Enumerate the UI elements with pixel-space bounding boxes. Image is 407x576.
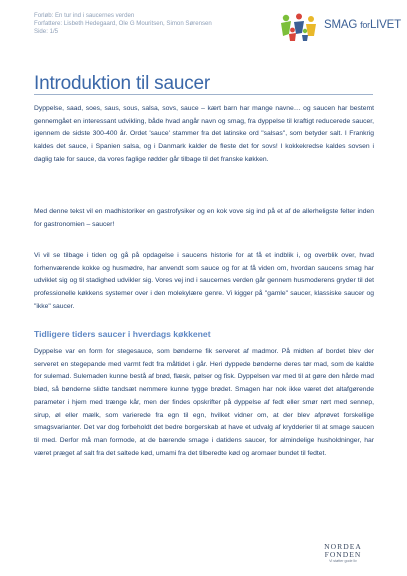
nordea-fonden-logo bbox=[313, 543, 373, 564]
document-meta bbox=[34, 12, 212, 37]
logo-word-smag: SMAG bbox=[324, 19, 358, 31]
smag-for-livet-logo bbox=[277, 12, 401, 42]
overview-paragraph: Vi vil se tilbage i tiden og gå på opdagelse i saucens historie for at få et indblik i, og overblik over, hvad forhenværende kokke og husmødre, har anvendt som sauce og for at få viden om, hvordan saucens smag har udviklet sig og til stadighed udvikler sig. Vores vej ind i saucernes verden går gennem husmoderens gryder til det professionelle køkkens systemer over i den molekylære genre. Vi kigger på "gamle" saucer, klassiske saucer og "ikke" saucer. bbox=[34, 252, 374, 310]
history-paragraph: Dyppelse var en form for stegesauce, som bønderne fik serveret af madmor. På midten af bordet blev der serveret en stegepande med varmt fedt fra måltidet i går. Heri dyppede bønderne deres tør mad, som de kaldte for sulemad. Sulemaden kunne bestå af brød, flæsk, pølser og fisk. Dyppelsen var med til at gøre den hårde mad blød, så bønderne slidte tandsæt nemmere kunne tygge brødet. Smagen har nok ikke været det altafgørende parameter i hjem med trænge kår, men der findes opskrifter på dyppelse af fedt eller smør rørt med sennep, sirup, øl eller mælk, som varierede fra egn til egn, hvilket vidner om, at der blev afprøvet forskellige smagsvarianter. Det var dog forbeholdt det bedre borgerskab at have et udvalg af krydderier til at smage saucen til med. Derfor må man formode, at de bærende smage i datidens saucer, for almindelige husholdninger, har været præget af salt fra det saltede kød, umami fra det tilberedte kød og aromaer bundet til fedtet. bbox=[34, 348, 374, 457]
intro-paragraph: Dyppelse, saad, soes, saus, sous, salsa, sovs, sauce – kært barn har mange navne… og saucen har bestemt gennemgået en interessant udvikling, både hvad angår navn og smag, fra dyppelse til kraftigt reducerede saucer, igennem de sidste 300-400 år. Ordet 'sauce' stammer fra det latinske ord "salsas", som betyder salt. I Frankrig kaldes det sauce, i Spanien salsa, og i Danmark kalder de fleste det for sovs! I kokkekredse kaldes sovsen i daglig tale for sauce, da vores faglige rødder går tilbage til det franske køkken. bbox=[34, 105, 374, 163]
sponsor-name-line2: FONDEN bbox=[324, 550, 362, 559]
course-line: Forløb: En tur ind i saucernes verden bbox=[34, 12, 135, 19]
logo-word-for: for bbox=[360, 20, 370, 30]
people-figures-icon bbox=[277, 12, 321, 42]
sponsor-name-line1: NORDEA bbox=[324, 542, 362, 551]
page-number: Side: 1/5 bbox=[34, 28, 59, 36]
purpose-paragraph: Med denne tekst vil en madhistoriker en gastrofysiker og en kok vove sig ind på et af de allerheligste felter inden for gastronomien – saucer! bbox=[34, 208, 374, 228]
title-divider bbox=[34, 94, 373, 95]
logo-word-livet: LIVET bbox=[369, 19, 401, 31]
sponsor-tagline: Vi støtter gode liv bbox=[329, 559, 357, 563]
authors-line: Forfattere: Lisbeth Hedegaard, Ole G Mouritsen, Simon Sørensen bbox=[34, 20, 212, 28]
logo-wordmark bbox=[324, 19, 401, 31]
page-title: Introduktion til saucer bbox=[34, 73, 210, 94]
section-heading: Tidligere tiders saucer i hverdags køkkenet bbox=[34, 329, 211, 339]
